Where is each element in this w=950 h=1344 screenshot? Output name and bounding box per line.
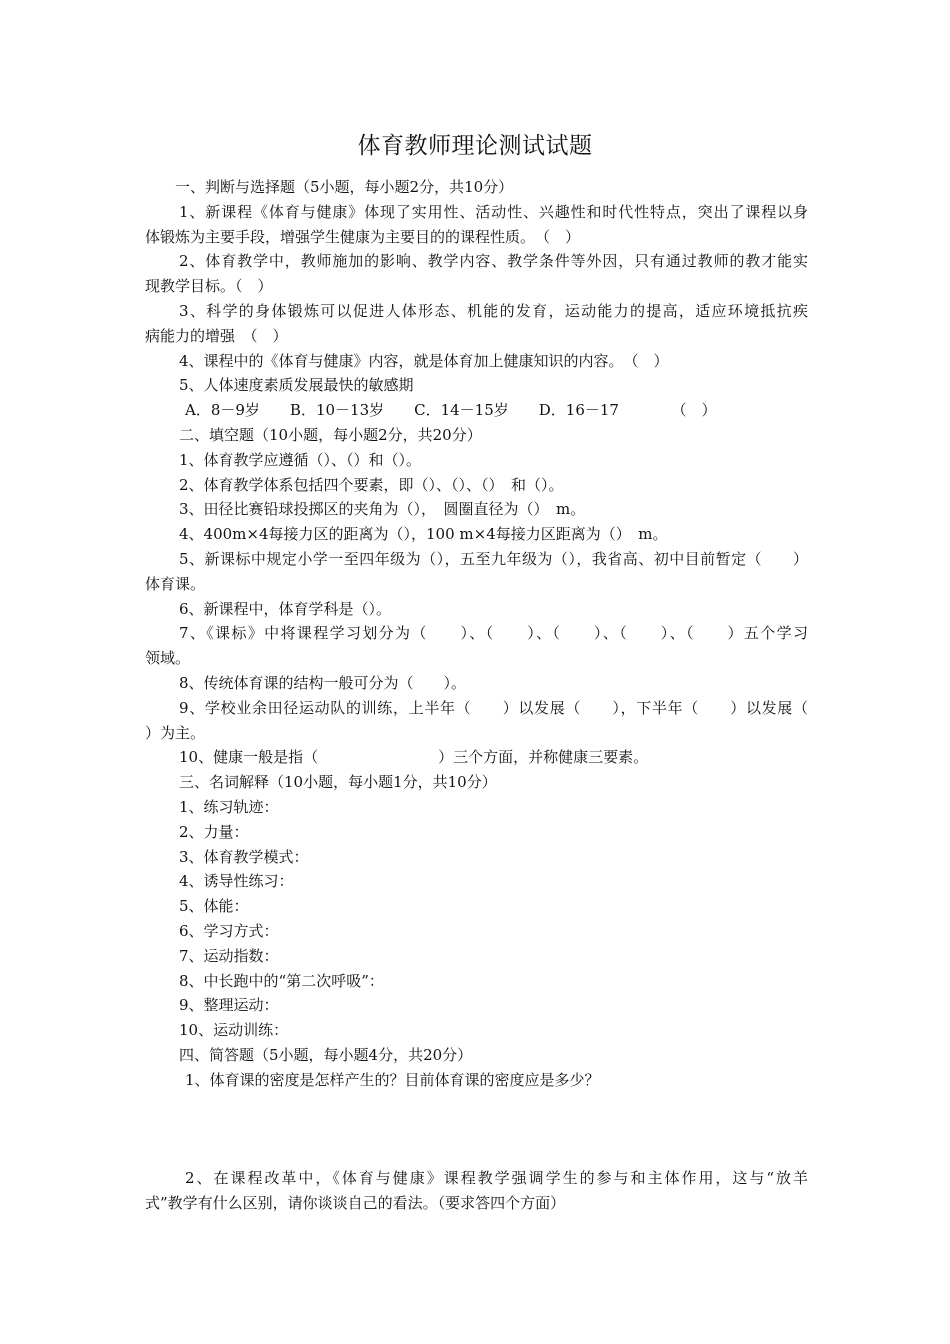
s3-term-1: 1、练习轨迹： [179,797,279,816]
s1-question-2-line-2: 现教学目标。（ ） [145,277,273,296]
s3-term-9: 9、整理运动： [179,996,279,1015]
s2-question-9-line-2: ）为主。 [145,723,206,742]
s3-term-2: 2、力量： [179,822,249,841]
s1-question-4: 4、课程中的《体育与健康》内容，就是体育加上健康知识的内容。 （ ） [179,351,669,370]
s2-question-2: 2、体育教学体系包括四个要素，即（）、（）、（） 和（）。 [179,475,564,494]
section-3-heading: 三、名词解释（10小题，每小题1分，共10分） [179,773,497,792]
s3-term-10: 10、运动训练： [179,1021,289,1040]
s3-term-5: 5、体能： [179,897,249,916]
s1-question-1-line-2: 体锻炼为主要手段，增强学生健康为主要目的的课程性质。 （ ） [145,227,581,246]
s1-question-2-line-1: 2、体育教学中，教师施加的影响、教学内容、教学条件等外因，只有通过教师的教才能实 [179,252,808,271]
section-2-heading: 二、填空题（10小题，每小题2分，共20分） [179,425,482,444]
answer-space [145,1092,808,1166]
s2-question-7-line-2: 领域。 [145,649,191,668]
section-1-heading: 一、判断与选择题（5小题，每小题2分，共10分） [175,178,514,196]
s4-question-2-line-1: 2、在课程改革中，《体育与健康》课程教学强调学生的参与和主体作用，这与“放羊 [185,1169,808,1188]
s3-term-6: 6、学习方式： [179,921,279,940]
s2-question-7-line-1: 7、《课标》中将课程学习划分为（ ）、（ ）、（ ）、（ ）、（ ）五个学习 [179,624,808,643]
s2-question-1: 1、体育教学应遵循（）、（）和（）。 [179,450,422,469]
s2-question-6: 6、新课程中，体育学科是（）。 [179,599,392,618]
s1-question-3-line-1: 3、科学的身体锻炼可以促进人体形态、机能的发育，运动能力的提高，适应环境抵抗疾 [179,301,808,320]
s4-question-1: 1、体育课的密度是怎样产生的？目前体育课的密度应是多少？ [185,1070,600,1089]
document-body [145,175,808,1216]
s2-question-9-line-1: 9、学校业余田径运动队的训练，上半年（ ）以发展（ ），下半年（ ）以发展（ [179,698,808,717]
s1-question-5-options: A．8－9岁 B．10－13岁 C．14－15岁 D．16－17 （ ） [185,401,717,420]
s2-question-3: 3、田径比赛铅球投掷区的夹角为（）， 圆圈直径为（） m。 [179,500,586,519]
s4-question-2-line-2: 式”教学有什么区别，请你谈谈自己的看法。（要求答四个方面） [145,1194,566,1213]
s2-question-8: 8、传统体育课的结构一般可分为（ ）。 [179,673,467,692]
s2-question-10: 10、健康一般是指（ ）三个方面，并称健康三要素。 [179,748,649,767]
section-4-heading: 四、简答题（5小题，每小题4分，共20分） [179,1045,473,1064]
s1-question-3-line-2: 病能力的增强 （ ） [145,326,288,345]
s1-question-5: 5、人体速度素质发展最快的敏感期 [179,376,414,395]
s3-term-8: 8、中长跑中的“第二次呼吸”： [179,971,384,990]
s1-question-1-line-1: 1、新课程《体育与健康》体现了实用性、活动性、兴趣性和时代性特点，突出了课程以身 [179,202,808,221]
s3-term-3: 3、体育教学模式： [179,847,309,866]
s3-term-7: 7、运动指数： [179,946,279,965]
s3-term-4: 4、诱导性练习： [179,872,294,891]
s2-question-5-line-2: 体育课。 [145,574,206,593]
document-title: 体育教师理论测试试题 [357,133,593,159]
s2-question-5-line-1: 5、新课标中规定小学一至四年级为（），五至九年级为（），我省高、初中目前暂定（ ） [179,549,808,568]
s2-question-4: 4、400m×4每接力区的距离为（），100 m×4每接力区距离为（） m。 [179,525,668,544]
